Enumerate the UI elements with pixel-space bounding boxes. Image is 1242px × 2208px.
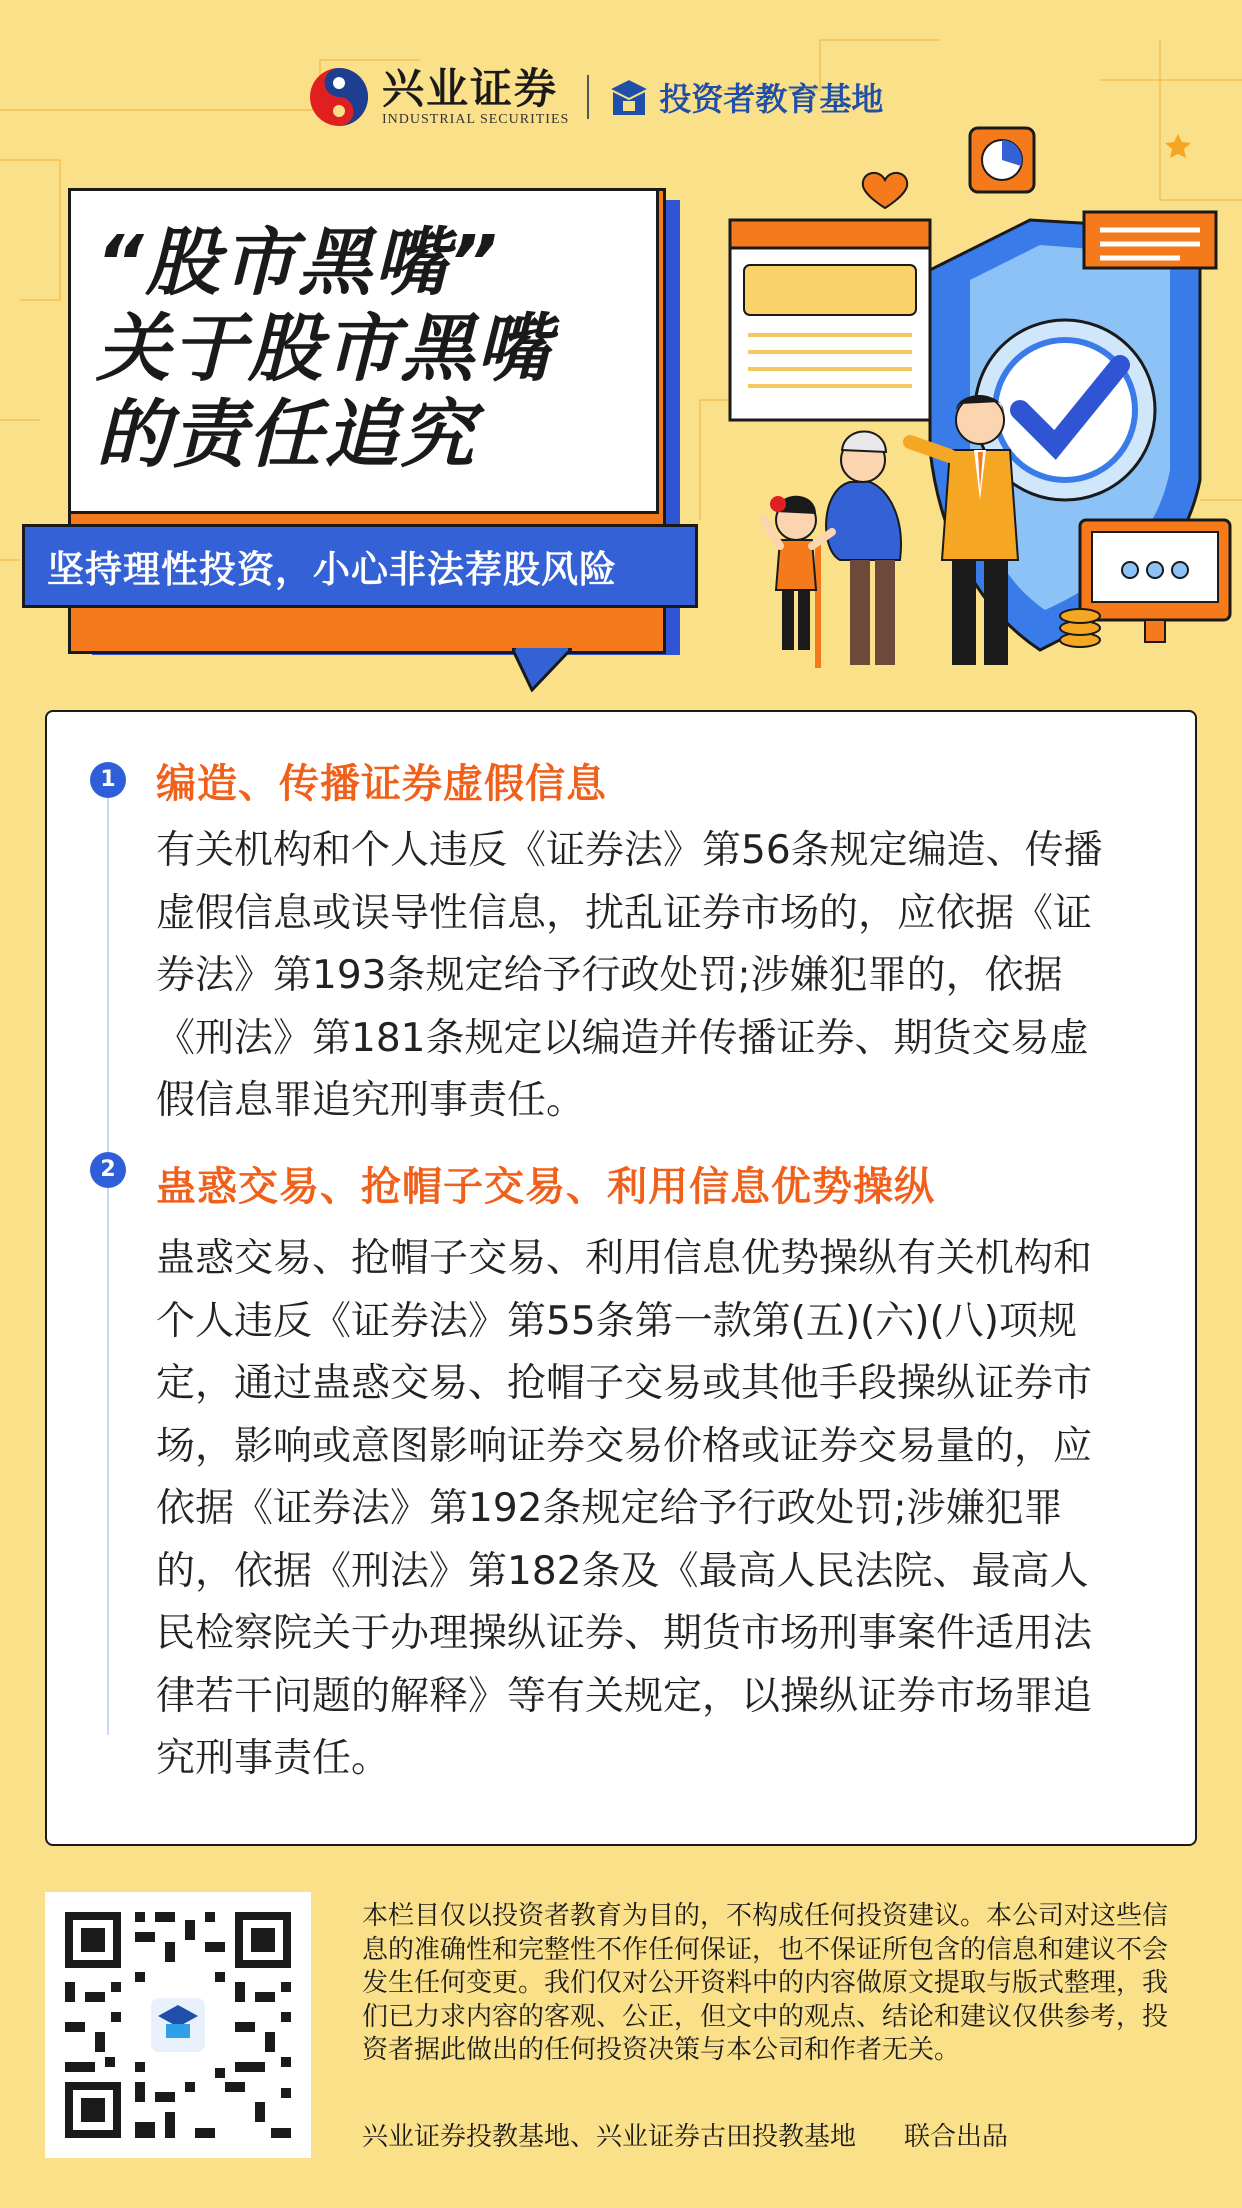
education-cap-icon [607, 75, 651, 119]
header-divider [587, 75, 589, 119]
section-2-title: 蛊惑交易、抢帽子交易、利用信息优势操纵 [156, 1164, 935, 1210]
investor-education-base-label: 投资者教育基地 [659, 80, 884, 118]
subtitle-text: 坚持理性投资，小心非法荐股风险 [47, 548, 617, 591]
disclaimer-text: 本栏目仅以投资者教育为目的，不构成任何投资建议。本公司对这些信息的准确性和完整性不作任何保证，也不保证所包含的信息和建议不会发生任何变更。我们仅对公开资料中的内容做原文提取与版式整理，我们已力求内容的客观、公正，但文中的观点、结论和建议仅供参考，投资者据此做出的任何投资决策与本公司和作者无关。 [362, 1901, 1169, 2065]
joint-production-label: 联合出品 [904, 2122, 1009, 2152]
page-title [96, 220, 552, 478]
speech-tail-icon [512, 648, 572, 692]
heart-icon [863, 173, 907, 208]
section-1-body: 有关机构和个人违反《证券法》第56条规定编造、传播虚假信息或误导性信息，扰乱证券市场的，应依据《证券法》第193条规定给予行政处罚;涉嫌犯罪的，依据《刑法》第181条规定以编造并传播证券、期货交易虚假信息罪追究刑事责任。 [156, 828, 1103, 1123]
hero-illustration [700, 120, 1242, 680]
section-2-number-badge: 2 [90, 1152, 126, 1188]
subtitle-banner [22, 524, 698, 608]
qr-code-pattern [45, 1892, 311, 2158]
section-2-body: 蛊惑交易、抢帽子交易、利用信息优势操纵有关机构和个人违反《证券法》第55条第一款第(五)(六)(八)项规定，通过蛊惑交易、抢帽子交易或其他手段操纵证券市场，影响或意图影响证券交易价格或证券交易量的，应依据《证券法》第192条规定给予行政处罚;涉嫌犯罪的，依据《刑法》第182条及《最高人民法院、最高人民检察院关于办理操纵证券、期货市场刑事案件适用法律若干问题的解释》等有关规定，以操纵证券市场罪追究刑事责任。 [156, 1236, 1093, 1781]
section-1-number-badge: 1 [90, 762, 126, 798]
credits-line [362, 2116, 1008, 2153]
qr-code[interactable] [45, 1892, 311, 2158]
brand-chinese-name: 兴业证券 [382, 64, 559, 113]
title-line-3: 的责任追究 [96, 392, 476, 478]
title-line-2: 关于股市黑嘴 [96, 306, 552, 392]
small-star-icon [1165, 134, 1191, 158]
timeline-line [107, 790, 109, 1735]
title-line-1: “股市黑嘴” [96, 220, 500, 306]
logo-mark-icon [308, 66, 370, 128]
producers-label: 兴业证券投教基地、兴业证券古田投教基地 [362, 2122, 857, 2152]
brand-name [382, 66, 569, 128]
brand-english-name: INDUSTRIAL SECURITIES [382, 112, 570, 127]
section-1-title: 编造、传播证券虚假信息 [156, 761, 607, 807]
